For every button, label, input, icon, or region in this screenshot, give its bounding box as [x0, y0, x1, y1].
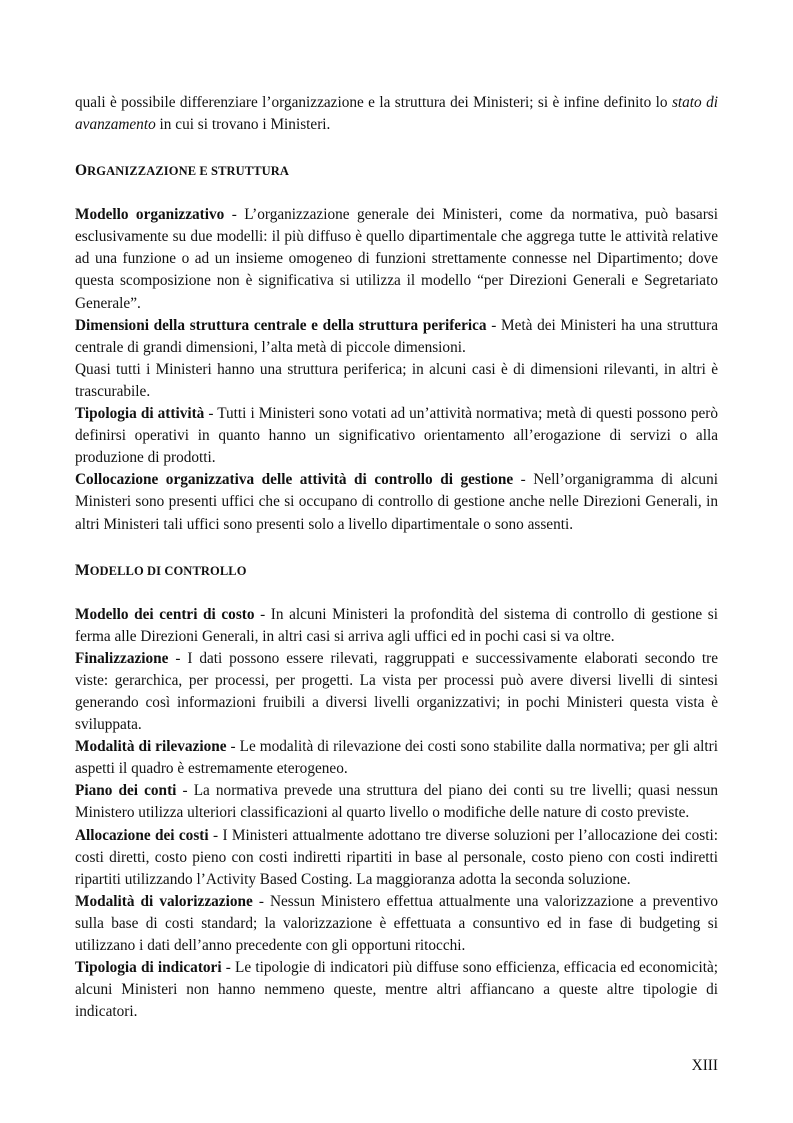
paragraph-tipologia-indicatori — [75, 957, 718, 1023]
paragraph-dimensioni-struttura — [75, 315, 718, 359]
paragraph-centri-di-costo — [75, 604, 718, 648]
term: Modello organizzativo — [75, 206, 225, 224]
paragraph-tipologia-attivita — [75, 403, 718, 469]
paragraph-text: - Nessun Ministero effettua attualmente una valorizzazione a preventivo sulla base di costi standard; la valorizzazione è effettuata a consuntivo ed in fase di budgeting si utilizzano i dati dell’anno precedente con gli opportuni ritocchi. — [75, 892, 718, 954]
term: Modalità di valorizzazione — [75, 892, 253, 910]
paragraph-modalita-valorizzazione — [75, 891, 718, 957]
paragraph-modalita-rilevazione — [75, 736, 718, 780]
term: Tipologia di attività — [75, 405, 205, 423]
paragraph-text: - In alcuni Ministeri la profondità del sistema di controllo di gestione si ferma alle Direzioni Generali, in altri casi si arriva agli uffici ed in pochi casi si va oltre. — [75, 605, 718, 645]
section-heading-modello-controllo: MODELLO DI CONTROLLO — [75, 561, 247, 579]
page-number: XIII — [691, 1057, 718, 1074]
paragraph-allocazione-costi — [75, 825, 718, 891]
term: Collocazione organizzativa delle attività di controllo di gestione — [75, 471, 514, 489]
paragraph-text: - I Ministeri attualmente adottano tre diverse soluzioni per l’allocazione dei costi: costi diretti, costo pieno con costi indiretti ripartiti in base al personale, costo pieno con costi indiretti ripartiti utilizzando l’Activity Based Costing. La maggioranza adotta la seconda soluzione. — [75, 826, 718, 888]
paragraph-text: - L’organizzazione generale dei Ministeri, come da normativa, può basarsi esclusivamente su due modelli: il più diffuso è quello dipartimentale che aggrega tutte le attività relative ad una funzione o ad un insieme omogeneo di funzioni strettamente connesse nel Dipartimento; dove questa scomposizione non è significativa si utilizza il modello “per Direzioni Generali e Segretariato Generale”. — [75, 206, 719, 312]
paragraph-piano-dei-conti — [75, 780, 718, 824]
paragraph-text: - Metà dei Ministeri ha una struttura centrale di grandi dimensioni, l’alta metà di piccole dimensioni. — [75, 316, 718, 356]
section-heading-organizzazione: ORGANIZZAZIONE E STRUTTURA — [75, 162, 290, 180]
term: Modalità di rilevazione — [75, 738, 227, 756]
paragraph-text: - Tutti i Ministeri sono votati ad un’attività normativa; metà di questi possono però definirsi operativi in quanto hanno un significativo orientamento all’erogazione di servizi o alla produzione di prodotti. — [75, 405, 718, 467]
paragraph-text: - I dati possono essere rilevati, raggruppati e successivamente elaborati secondo tre viste: gerarchica, per processi, per progetti. La vista per processi può avere diversi livelli di sintesi generando così informazioni fruibili a diversi livelli organizzativi; in pochi Ministeri questa vista è sviluppata. — [75, 649, 718, 734]
intro-emphasis: stato di avanzamento — [75, 94, 718, 134]
paragraph-text: - Le tipologie di indicatori più diffuse sono efficienza, efficacia ed economicità; alcuni Ministeri non hanno nemmeno queste, mentre altri affiancano a queste altre tipologie di indicatori. — [75, 959, 719, 1021]
intro-paragraph — [75, 92, 718, 136]
term: Dimensioni della struttura centrale e della struttura periferica — [75, 316, 487, 334]
paragraph-finalizzazione — [75, 648, 718, 736]
paragraph-text: - Le modalità di rilevazione dei costi sono stabilite dalla normativa; per gli altri aspetti il quadro è estremamente eterogeneo. — [75, 738, 718, 778]
intro-text-end: in cui si trovano i Ministeri. — [155, 116, 331, 134]
intro-text: quali è possibile differenziare l’organizzazione e la struttura dei Ministeri; si è infine definito lo — [75, 94, 672, 111]
paragraph-text: Quasi tutti i Ministeri hanno una struttura periferica; in alcuni casi è di dimensioni rilevanti, in altri è trascurabile. — [75, 360, 718, 400]
paragraph-modello-organizzativo — [75, 204, 718, 314]
paragraph-collocazione-organizzativa — [75, 469, 718, 535]
term: Allocazione dei costi — [75, 826, 209, 844]
paragraph-text: - La normativa prevede una struttura del piano dei conti su tre livelli; quasi nessun Ministero utilizza ulteriori classificazioni al quarto livello o modifiche delle nature di costo previste. — [75, 782, 718, 822]
page-body — [75, 92, 718, 1023]
term: Modello dei centri di costo — [75, 605, 255, 623]
term: Piano dei conti — [75, 782, 177, 800]
term: Finalizzazione — [75, 649, 169, 667]
term: Tipologia di indicatori — [75, 959, 222, 977]
paragraph-text: - Nell’organigramma di alcuni Ministeri sono presenti uffici che si occupano di controllo di gestione anche nelle Direzioni Generali, in altri Ministeri tali uffici sono presenti solo a livello dipartimentale o sono assenti. — [75, 471, 718, 533]
paragraph-struttura-periferica — [75, 359, 718, 403]
